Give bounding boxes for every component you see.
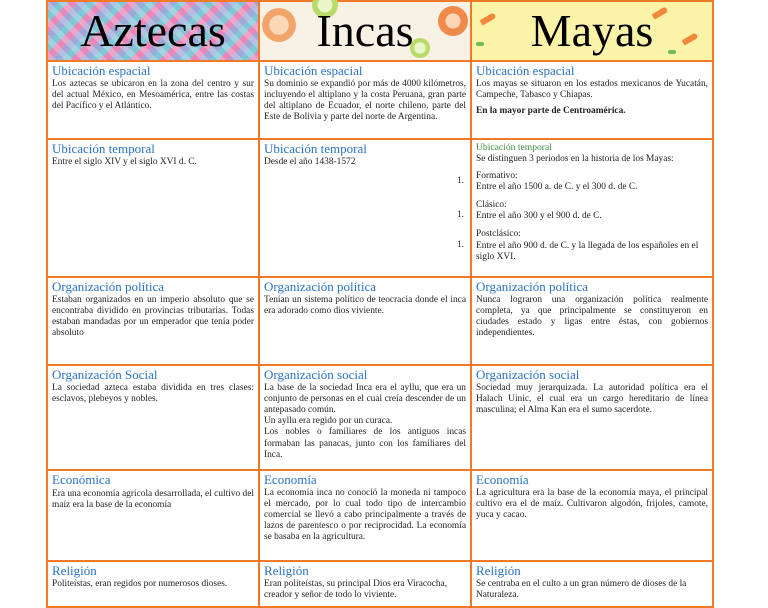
list-number: 1. bbox=[456, 176, 464, 187]
cell-mayas-organizacion-politica bbox=[471, 277, 713, 365]
comparison-table bbox=[46, 0, 714, 608]
section-title: Economía bbox=[476, 472, 529, 488]
section-title: Ubicación temporal bbox=[264, 141, 367, 156]
cell-mayas-ubicacion-temporal bbox=[471, 139, 713, 277]
period-name: Formativo: bbox=[476, 171, 518, 182]
section-title: Organización social bbox=[264, 367, 368, 383]
section-title: Ubicación temporal bbox=[476, 142, 552, 153]
section-title: Económica bbox=[52, 472, 111, 488]
cell-aztecas-economia bbox=[47, 470, 259, 561]
section-title: Ubicación espacial bbox=[52, 63, 151, 78]
row-organizacion-politica bbox=[47, 277, 713, 365]
cell-aztecas-religion bbox=[47, 561, 259, 607]
section-title: Organización social bbox=[476, 367, 580, 383]
list-item bbox=[476, 229, 708, 262]
header-title-mayas: Mayas bbox=[530, 5, 654, 56]
header-aztecas bbox=[47, 1, 259, 61]
row-religion bbox=[47, 561, 713, 607]
section-text: Era una economía agrícola desarrollada, el cultivo del maíz era la base de la economía bbox=[52, 489, 254, 511]
period-desc: Entre el año 300 y el 900 d. de C. bbox=[476, 211, 602, 222]
header-row bbox=[47, 1, 713, 61]
cell-incas-religion bbox=[259, 561, 471, 607]
section-text: La agricultura era la base de la economía maya, el principal cultivo era el de maíz. Cultivaron algodón, frijoles, camote, yuca y cacao. bbox=[476, 488, 708, 521]
cell-aztecas-organizacion-social bbox=[47, 365, 259, 470]
section-text: Eran politeístas, su principal Dios era Viracocha, creador y señor de todo lo viviente. bbox=[264, 579, 448, 601]
cell-incas-organizacion-politica bbox=[259, 277, 471, 365]
row-organizacion-social bbox=[47, 365, 713, 470]
comparison-document bbox=[46, 0, 712, 601]
cell-mayas-religion bbox=[471, 561, 713, 607]
row-ubicacion-espacial bbox=[47, 61, 713, 139]
section-text: La economía inca no conoció la moneda ni tampoco el mercado, por lo cual todo tipo de intercambio comercial se llevó a cabo principalmente a través de lazos de parentesco o por reciprocidad. La economía se basaba en la agricultura. bbox=[264, 488, 466, 543]
section-text: Su dominio se expandió por más de 4000 kilómetros, incluyendo el altiplano y la costa Peruana, gran parte del altiplano de Ecuador, el norte chileno, parte del Este de Bolivia y parte del norte de Argentina. bbox=[264, 79, 466, 123]
section-text: Estaban organizados en un imperio absoluto que se encontraba dividido en provincias tributarias. Todas estaban mandadas por un emperador que tenía poder absoluto bbox=[52, 295, 254, 339]
section-title: Ubicación espacial bbox=[476, 63, 575, 78]
section-title: Economía bbox=[264, 472, 317, 488]
cell-mayas-economia bbox=[471, 470, 713, 561]
header-incas bbox=[259, 1, 471, 61]
cell-incas-economia bbox=[259, 470, 471, 561]
section-text: Un ayllu era regido por un curaca. bbox=[264, 416, 393, 427]
section-text: Los mayas se situaron en los estados mexicanos de Yucatán, Campeche, Tabasco y Chiapas. bbox=[476, 79, 708, 101]
header-title-incas: Incas bbox=[316, 5, 414, 56]
section-title: Organización política bbox=[476, 279, 589, 295]
section-text: Los nobles o familiares de los antiguos incas formaban las panacas, junto con los familiares del Inca. bbox=[264, 427, 466, 460]
section-title: Organización política bbox=[264, 279, 377, 295]
list-numbers bbox=[264, 176, 466, 274]
cell-incas-organizacion-social bbox=[259, 365, 471, 470]
section-text: Desde el año 1438-1572 bbox=[264, 157, 356, 167]
section-text: La base de la sociedad Inca era el ayllu, que era un conjunto de personas en el cual creía descender de un antepasado común. bbox=[264, 383, 466, 416]
section-title: Ubicación temporal bbox=[52, 141, 155, 156]
cell-mayas-organizacion-social bbox=[471, 365, 713, 470]
section-text: Los aztecas se ubicaron en la zona del centro y sur del actual México, en Mesoamérica, entre las costas del Pacífico y el Atlántico. bbox=[52, 79, 254, 112]
section-text: Tenían un sistema político de teocracia donde el inca era adorado como dios viviente. bbox=[264, 295, 466, 317]
header-mayas bbox=[471, 1, 713, 61]
header-title-aztecas: Aztecas bbox=[80, 5, 226, 56]
section-text: Sociedad muy jerarquizada. La autoridad política era el Halach Uinic, el cual era un cargo hereditario de línea masculina; el Alma Kan era el sumo sacerdote. bbox=[476, 383, 708, 416]
section-intro: Se distinguen 3 periodos en la historia de los Mayas: bbox=[476, 154, 674, 164]
section-text: Nunca lograron una organización política realmente completa, ya que principalmente se constituyeron en ciudades estado y ligas entre éstas, con gobiernos independientes. bbox=[476, 295, 708, 339]
row-economia bbox=[47, 470, 713, 561]
period-desc: Entre el año 900 d. de C. y la llegada de los españoles en el siglo XVI. bbox=[476, 240, 699, 262]
section-title: Religión bbox=[264, 563, 309, 579]
cell-incas-ubicacion-temporal bbox=[259, 139, 471, 277]
cell-aztecas-organizacion-politica bbox=[47, 277, 259, 365]
section-text: Entre el siglo XIV y el siglo XVI d. C. bbox=[52, 157, 197, 167]
row-ubicacion-temporal bbox=[47, 139, 713, 277]
section-title: Ubicación espacial bbox=[264, 63, 363, 78]
section-title: Organización Social bbox=[52, 367, 158, 383]
section-bold-note: En la mayor parte de Centroamérica. bbox=[476, 106, 626, 117]
section-text: Politeístas, eran regidos por numerosos dioses. bbox=[52, 579, 228, 590]
periods-list bbox=[476, 171, 708, 263]
section-text: Se centraba en el culto a un gran número de dioses de la Naturaleza. bbox=[476, 579, 687, 601]
period-name: Clásico: bbox=[476, 200, 507, 211]
list-item bbox=[476, 171, 708, 193]
cell-aztecas-ubicacion-temporal bbox=[47, 139, 259, 277]
cell-incas-ubicacion-espacial bbox=[259, 61, 471, 139]
section-title: Organización política bbox=[52, 279, 165, 295]
period-desc: Entre el año 1500 a. de C. y el 300 d. de C. bbox=[476, 182, 638, 193]
period-name: Postclásico: bbox=[476, 229, 521, 240]
list-item bbox=[476, 200, 708, 222]
list-number: 1. bbox=[456, 210, 464, 221]
list-number: 1. bbox=[456, 240, 464, 251]
cell-mayas-ubicacion-espacial bbox=[471, 61, 713, 139]
section-text: La sociedad azteca estaba dividida en tres clases: esclavos, plebeyos y nobles. bbox=[52, 383, 254, 405]
section-title: Religión bbox=[52, 563, 97, 579]
cell-aztecas-ubicacion-espacial bbox=[47, 61, 259, 139]
section-title: Religión bbox=[476, 563, 521, 579]
